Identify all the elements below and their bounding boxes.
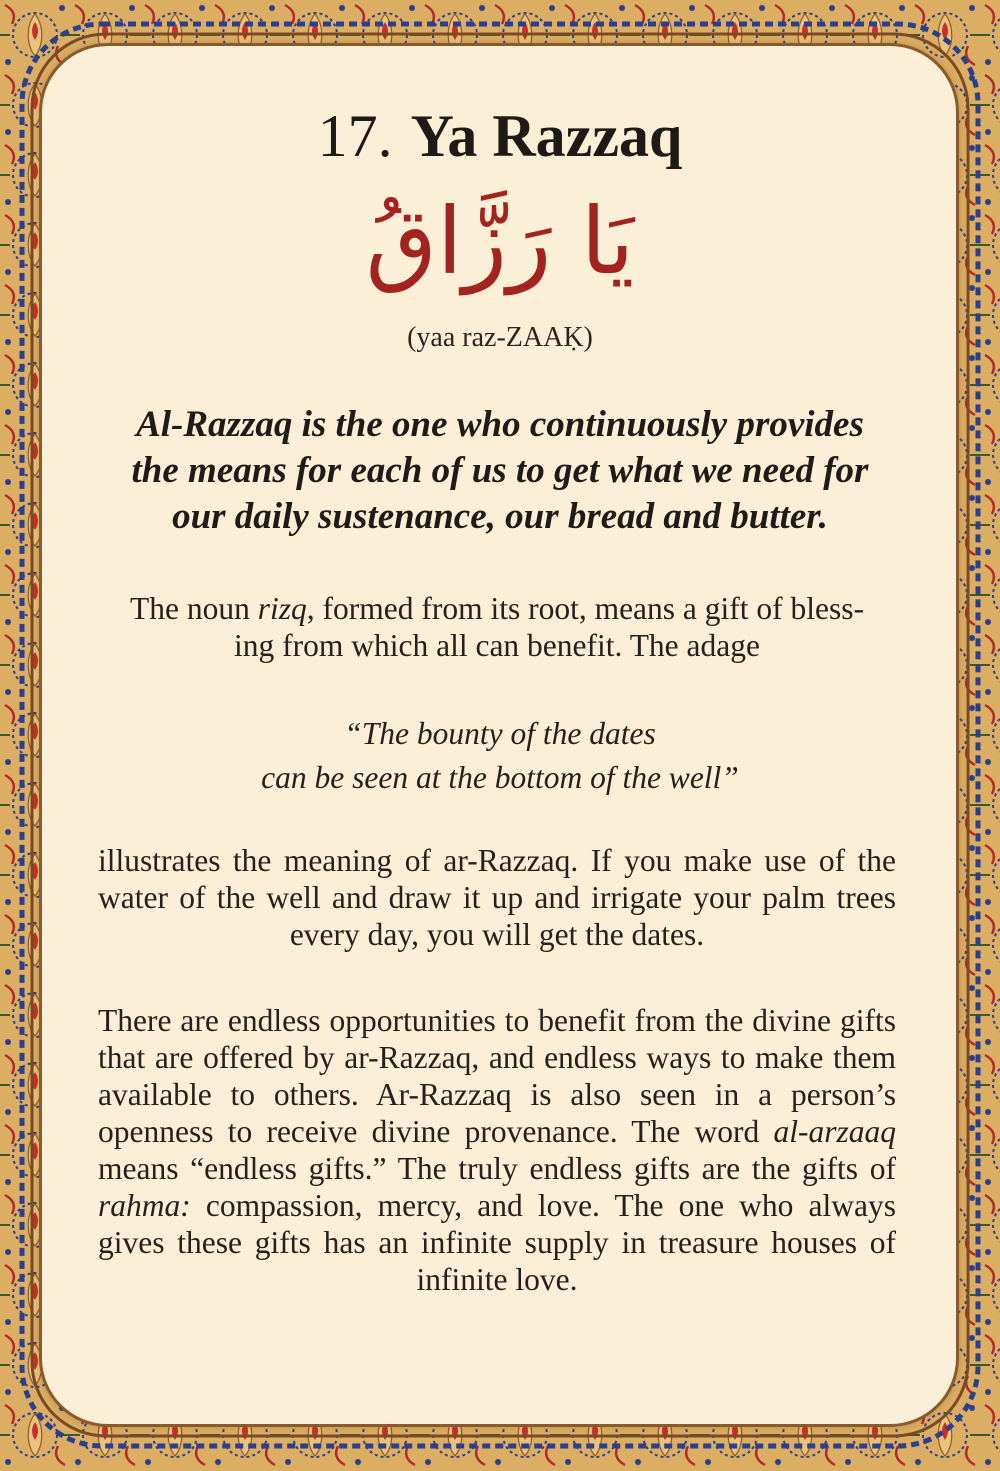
text-run: means “endless gifts.” The truly endless gifts are the gifts of	[98, 1151, 896, 1186]
pronunciation: (yaa raz-ZAAḲ)	[407, 322, 593, 353]
quote-line: “The bounty of the dates	[344, 716, 656, 751]
lead-line: Al-Razzaq is the one who continuously provides	[136, 404, 864, 445]
lead-line: the means for each of us to get what we need for	[131, 450, 869, 491]
text-run: There are endless opportunities to benefit from the divine gifts that are offered by ar-Razzaq, and endless ways to make them available to others. Ar-Razzaq is also seen in a person’s openness to receive divine provenance. The word	[98, 1003, 896, 1149]
arabic-calligraphy: يَا رَزَّاقُ	[365, 188, 635, 295]
term-al-arzaaq: al-arzaaq	[773, 1114, 896, 1149]
term-rahma: rahma:	[98, 1188, 191, 1223]
card-title	[0, 100, 1000, 172]
lead-statement	[96, 402, 904, 540]
paragraph-rizq	[98, 590, 896, 664]
quote-line: can be seen at the bottom of the well”	[261, 760, 739, 795]
paragraph-endless-gifts	[98, 1002, 896, 1298]
text-run: compassion, mercy, and love. The one who always gives these gifts has an infinite supply in treasure houses of infinite love.	[98, 1188, 896, 1297]
text-run: ing from which all can benefit. The adage	[234, 628, 760, 663]
adage-quote	[0, 712, 1000, 800]
card-number: 17.	[317, 103, 393, 169]
text-run: The noun	[129, 591, 258, 626]
paragraph-illustrates: illustrates the meaning of ar-Razzaq. If you make use of the water of the well and draw it up and irrigate your palm trees every day, you will get the dates.	[98, 843, 896, 952]
card-name: Ya Razzaq	[410, 103, 683, 169]
lead-line: our daily sustenance, our bread and butter.	[172, 496, 828, 537]
term-rizq: rizq	[257, 591, 307, 626]
text-run: , formed from its root, means a gift of bless-	[306, 591, 864, 626]
